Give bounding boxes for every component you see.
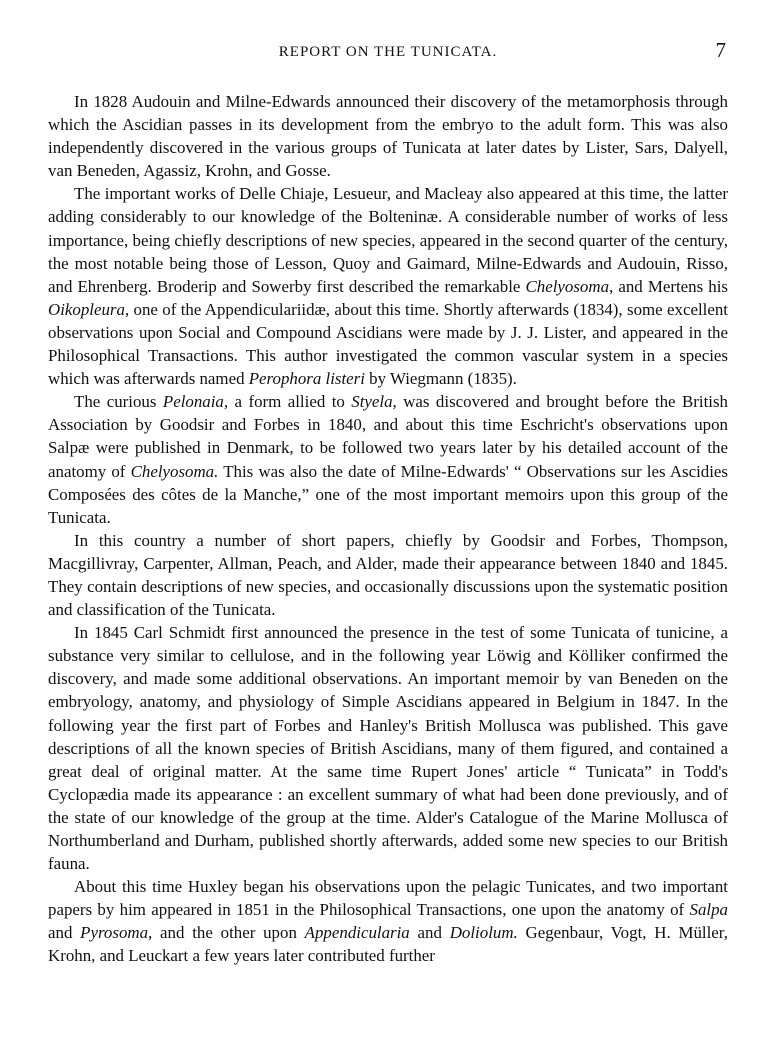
- italic-term: Pelonaia,: [162, 392, 229, 412]
- text-run: About this time Huxley began his observations upon the pelagic Tunicates, and two important papers by him appeared in 1851 in the Philosophical Transactions, one upon the anatomy of: [48, 877, 728, 920]
- paragraph: [48, 390, 728, 529]
- text-run: In 1845 Carl Schmidt first announced the presence in the test of some Tunicata of tunicine, a substance very similar to cellulose, and in the following year Löwig and Kölliker confirmed the discovery, and made some additional observations. An important memoir by van Beneden on the embryology, anatomy, and physiology of Simple Ascidians appeared in Belgium in 1847. In the following year the first part of Forbes and Hanley's British Mollusca was published. This gave descriptions of all the known species of British Ascidians, many of them figured, and contained a great deal of original matter. At the same time Rupert Jones' article “ Tunicata” in Todd's Cyclopædia made its appearance : an excellent summary of what had been done previously, and of the state of our knowledge of the group at the time. Alder's Catalogue of the Marine Mollusca of Northumberland and Durham, published shortly afterwards, added some new species to our British fauna.: [48, 623, 728, 874]
- italic-term: Chelyosoma.: [130, 461, 219, 481]
- italic-term: Oikopleura,: [48, 299, 130, 319]
- text-run: was discovered and brought before the British Association by Goodsir and Forbes in 1840, and about this time Eschricht's observations upon Salpæ were published in Denmark, to be followed two years later by his detailed account of the anatomy of: [48, 392, 728, 481]
- italic-term: Perophora listeri: [248, 369, 365, 389]
- running-head: REPORT ON THE TUNICATA.: [278, 44, 498, 60]
- text-run: The important works of Delle Chiaje, Lesueur, and Macleay also appeared at this time, the latter adding considerably to our knowledge of the Bolteninæ. A considerable number of works of less importance, being chiefly descriptions of new species, appeared in the second quarter of the century, the most notable being those of Lesson, Quoy and Gaimard, Milne-Edwards and Audouin, Risso, and Ehrenberg. Broderip and Sowerby first described the remarkable: [48, 184, 728, 296]
- text-run: The curious: [74, 392, 163, 412]
- text-run: and: [48, 923, 81, 943]
- text-run: by Wiegmann (1835).: [364, 369, 517, 389]
- text-run: and: [409, 923, 450, 943]
- italic-term: Pyrosoma,: [80, 923, 153, 943]
- italic-term: Chelyosoma,: [525, 276, 614, 296]
- text-run: a form allied to: [228, 392, 352, 412]
- italic-term: Doliolum.: [449, 923, 518, 943]
- paragraph: [48, 182, 728, 390]
- text-run: Gegenbaur, Vogt, H. Müller, Krohn, and Leuckart a few years later contributed further: [48, 923, 728, 966]
- italic-term: Salpa: [689, 900, 728, 920]
- paragraph: [48, 621, 728, 875]
- body-text: [48, 90, 728, 968]
- text-run: and the other upon: [152, 923, 305, 943]
- text-run: one of the Appendiculariidæ, about this time. Shortly afterwards (1834), some excellent observations upon Social and Compound Ascidians were made by J. J. Lister, and appeared in the Philosophical Transactions. This author investigated the common vascular system in a species which was afterwards named: [48, 299, 728, 389]
- text-run: In this country a number of short papers, chiefly by Goodsir and Forbes, Thompson, Macgillivray, Carpenter, Allman, Peach, and Alder, made their appearance between 1840 and 1845. They contain descriptions of new species, and occasionally discussions upon the systematic position and classification of the Tunicata.: [48, 530, 728, 620]
- page-number: 7: [715, 38, 726, 62]
- text-run: and Mertens his: [613, 276, 728, 296]
- paragraph: [48, 529, 728, 621]
- text-run: This was also the date of Milne-Edwards' “ Observations sur les Ascidies Composées des côtes de la Manche,” one of the most important memoirs upon this group of the Tunicata.: [48, 461, 728, 527]
- italic-term: Appendicularia: [304, 923, 410, 943]
- italic-term: Styela,: [351, 392, 397, 412]
- page-header: [48, 38, 728, 68]
- page: [48, 38, 728, 968]
- paragraph: [48, 90, 728, 182]
- text-run: In 1828 Audouin and Milne-Edwards announced their discovery of the metamorphosis through which the Ascidian passes in its development from the embryo to the adult form. This was also independently discovered in the various groups of Tunicata at later dates by Lister, Sars, Dalyell, van Beneden, Agassiz, Krohn, and Gosse.: [48, 92, 728, 181]
- paragraph: [48, 875, 728, 967]
